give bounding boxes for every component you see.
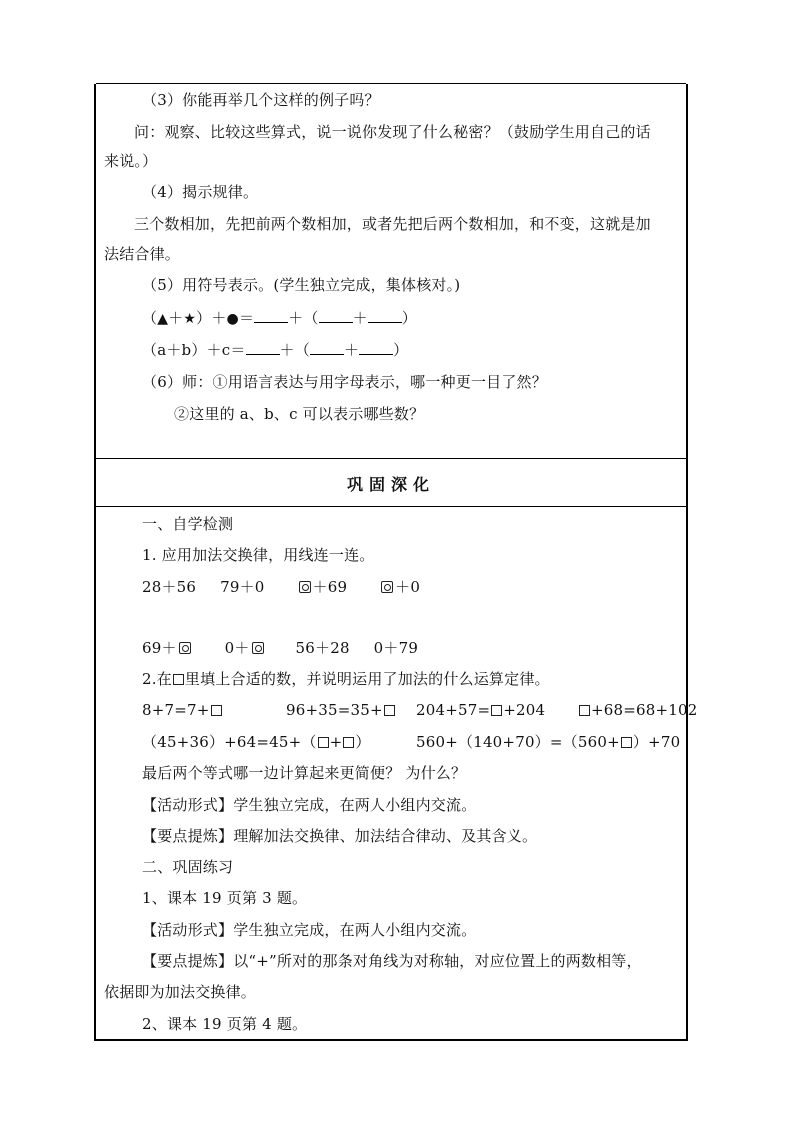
equation: 8+7=7+ (142, 700, 223, 720)
text-line: （4）揭示规律。 (142, 183, 259, 201)
text-part: （a＋b）＋c＝ (142, 341, 246, 359)
text-part: ＋ (352, 309, 368, 327)
text-line (142, 669, 550, 689)
expression: ＋0 (395, 578, 421, 596)
letter-formula (142, 340, 408, 360)
triangle-icon: ▲ (157, 311, 169, 327)
text-part: （ (142, 309, 158, 327)
text-line: 【要点提炼】以“+”所对的那条对角线为对称轴，对应位置上的两数相等， (142, 952, 642, 970)
text-part: 里填上合适的数，并说明运用了加法的什么运算定律。 (184, 670, 550, 688)
text-line: 一、自学检测 (142, 515, 234, 533)
text-part: ） (401, 309, 417, 327)
text-line: ②这里的 a、b、c 可以表示哪些数？ (174, 405, 425, 423)
expression: 69＋ (142, 639, 177, 657)
text-part: ＝ (238, 309, 255, 327)
equation: +68=68+102 (578, 700, 698, 720)
equation: 560+（140+70）=（560+ ）+70 (416, 733, 681, 751)
text-part: ＋（ (279, 341, 310, 359)
match-row-2 (142, 638, 418, 658)
text-line: 依据即为加法交换律。 (104, 983, 257, 1001)
equation: 96+35=35+ (286, 700, 396, 720)
fill-blank (246, 340, 280, 355)
fill-blank (319, 308, 353, 323)
text-line: 1. 应用加法交换律，用线连一连。 (142, 546, 375, 564)
text-line: 问：观察、比较这些算式，说一说你发现了什么秘密？（鼓励学生用自己的话 (134, 123, 651, 141)
text-line: （3）你能再举几个这样的例子吗？ (142, 91, 380, 109)
box-icon (621, 737, 632, 748)
gear-icon (179, 642, 191, 654)
box-icon (579, 705, 590, 716)
symbol-formula (142, 308, 417, 329)
match-row-1 (142, 577, 420, 597)
text-line: 【活动形式】学生独立完成，在两人小组内交流。 (142, 796, 477, 814)
box-icon (384, 705, 395, 716)
circle-icon: ● (226, 311, 239, 327)
box-icon (491, 705, 502, 716)
gear-icon (252, 642, 264, 654)
fill-blank (368, 308, 402, 323)
section-header-cell (96, 458, 686, 507)
equation: 204+57= +204 (416, 701, 546, 719)
expression: 28＋56 (142, 578, 197, 596)
text-line: 1、课本 19 页第 3 题。 (142, 889, 308, 907)
text-part: ＋ (168, 309, 184, 327)
text-line: 二、巩固练习 (142, 858, 234, 876)
text-part: ）＋ (196, 309, 227, 327)
text-part: ＋（ (288, 309, 319, 327)
expression: 0＋ (224, 639, 250, 657)
process-cell (96, 84, 686, 459)
equation: （45+36）+64=45+（ + ） (142, 733, 371, 751)
fill-blank (359, 340, 393, 355)
text-line: 【活动形式】学生独立完成，在两人小组内交流。 (142, 921, 477, 939)
text-line: （6）师：①用语言表达与用字母表示，哪一种更一目了然？ (142, 373, 547, 391)
text-part: 2.在 (142, 670, 172, 688)
expression: ＋69 (312, 578, 348, 596)
consolidation-cell (96, 507, 698, 1039)
text-line: （5）用符号表示。(学生独立完成，集体核对。) (142, 276, 461, 294)
text-line: 2、课本 19 页第 4 题。 (142, 1015, 308, 1033)
fill-blank (254, 308, 288, 323)
expression: 56＋28 (295, 639, 350, 657)
text-line: 三个数相加，先把前两个数相加，或者先把后两个数相加，和不变，这就是加 (134, 215, 651, 233)
text-line: 【要点提炼】理解加法交换律、加法结合律动、及其含义。 (142, 827, 538, 845)
box-icon (173, 674, 184, 685)
box-icon (318, 737, 329, 748)
expression: 79＋0 (220, 578, 265, 596)
gear-icon (299, 581, 311, 593)
text-part: ＋ (343, 341, 360, 359)
star-icon: ★ (183, 311, 197, 327)
lesson-table (94, 84, 698, 1041)
text-line: 法结合律。 (104, 245, 181, 263)
expression: 0＋79 (373, 639, 419, 657)
text-part: ） (393, 341, 409, 359)
gear-icon (381, 581, 393, 593)
text-line: 最后两个等式哪一边计算起来更简便？ 为什么？ (142, 764, 467, 782)
section-title: 巩固深化 (346, 475, 435, 494)
fill-blank (310, 340, 344, 355)
box-icon (211, 705, 222, 716)
box-icon (343, 737, 354, 748)
text-line: 来说。） (104, 152, 158, 170)
